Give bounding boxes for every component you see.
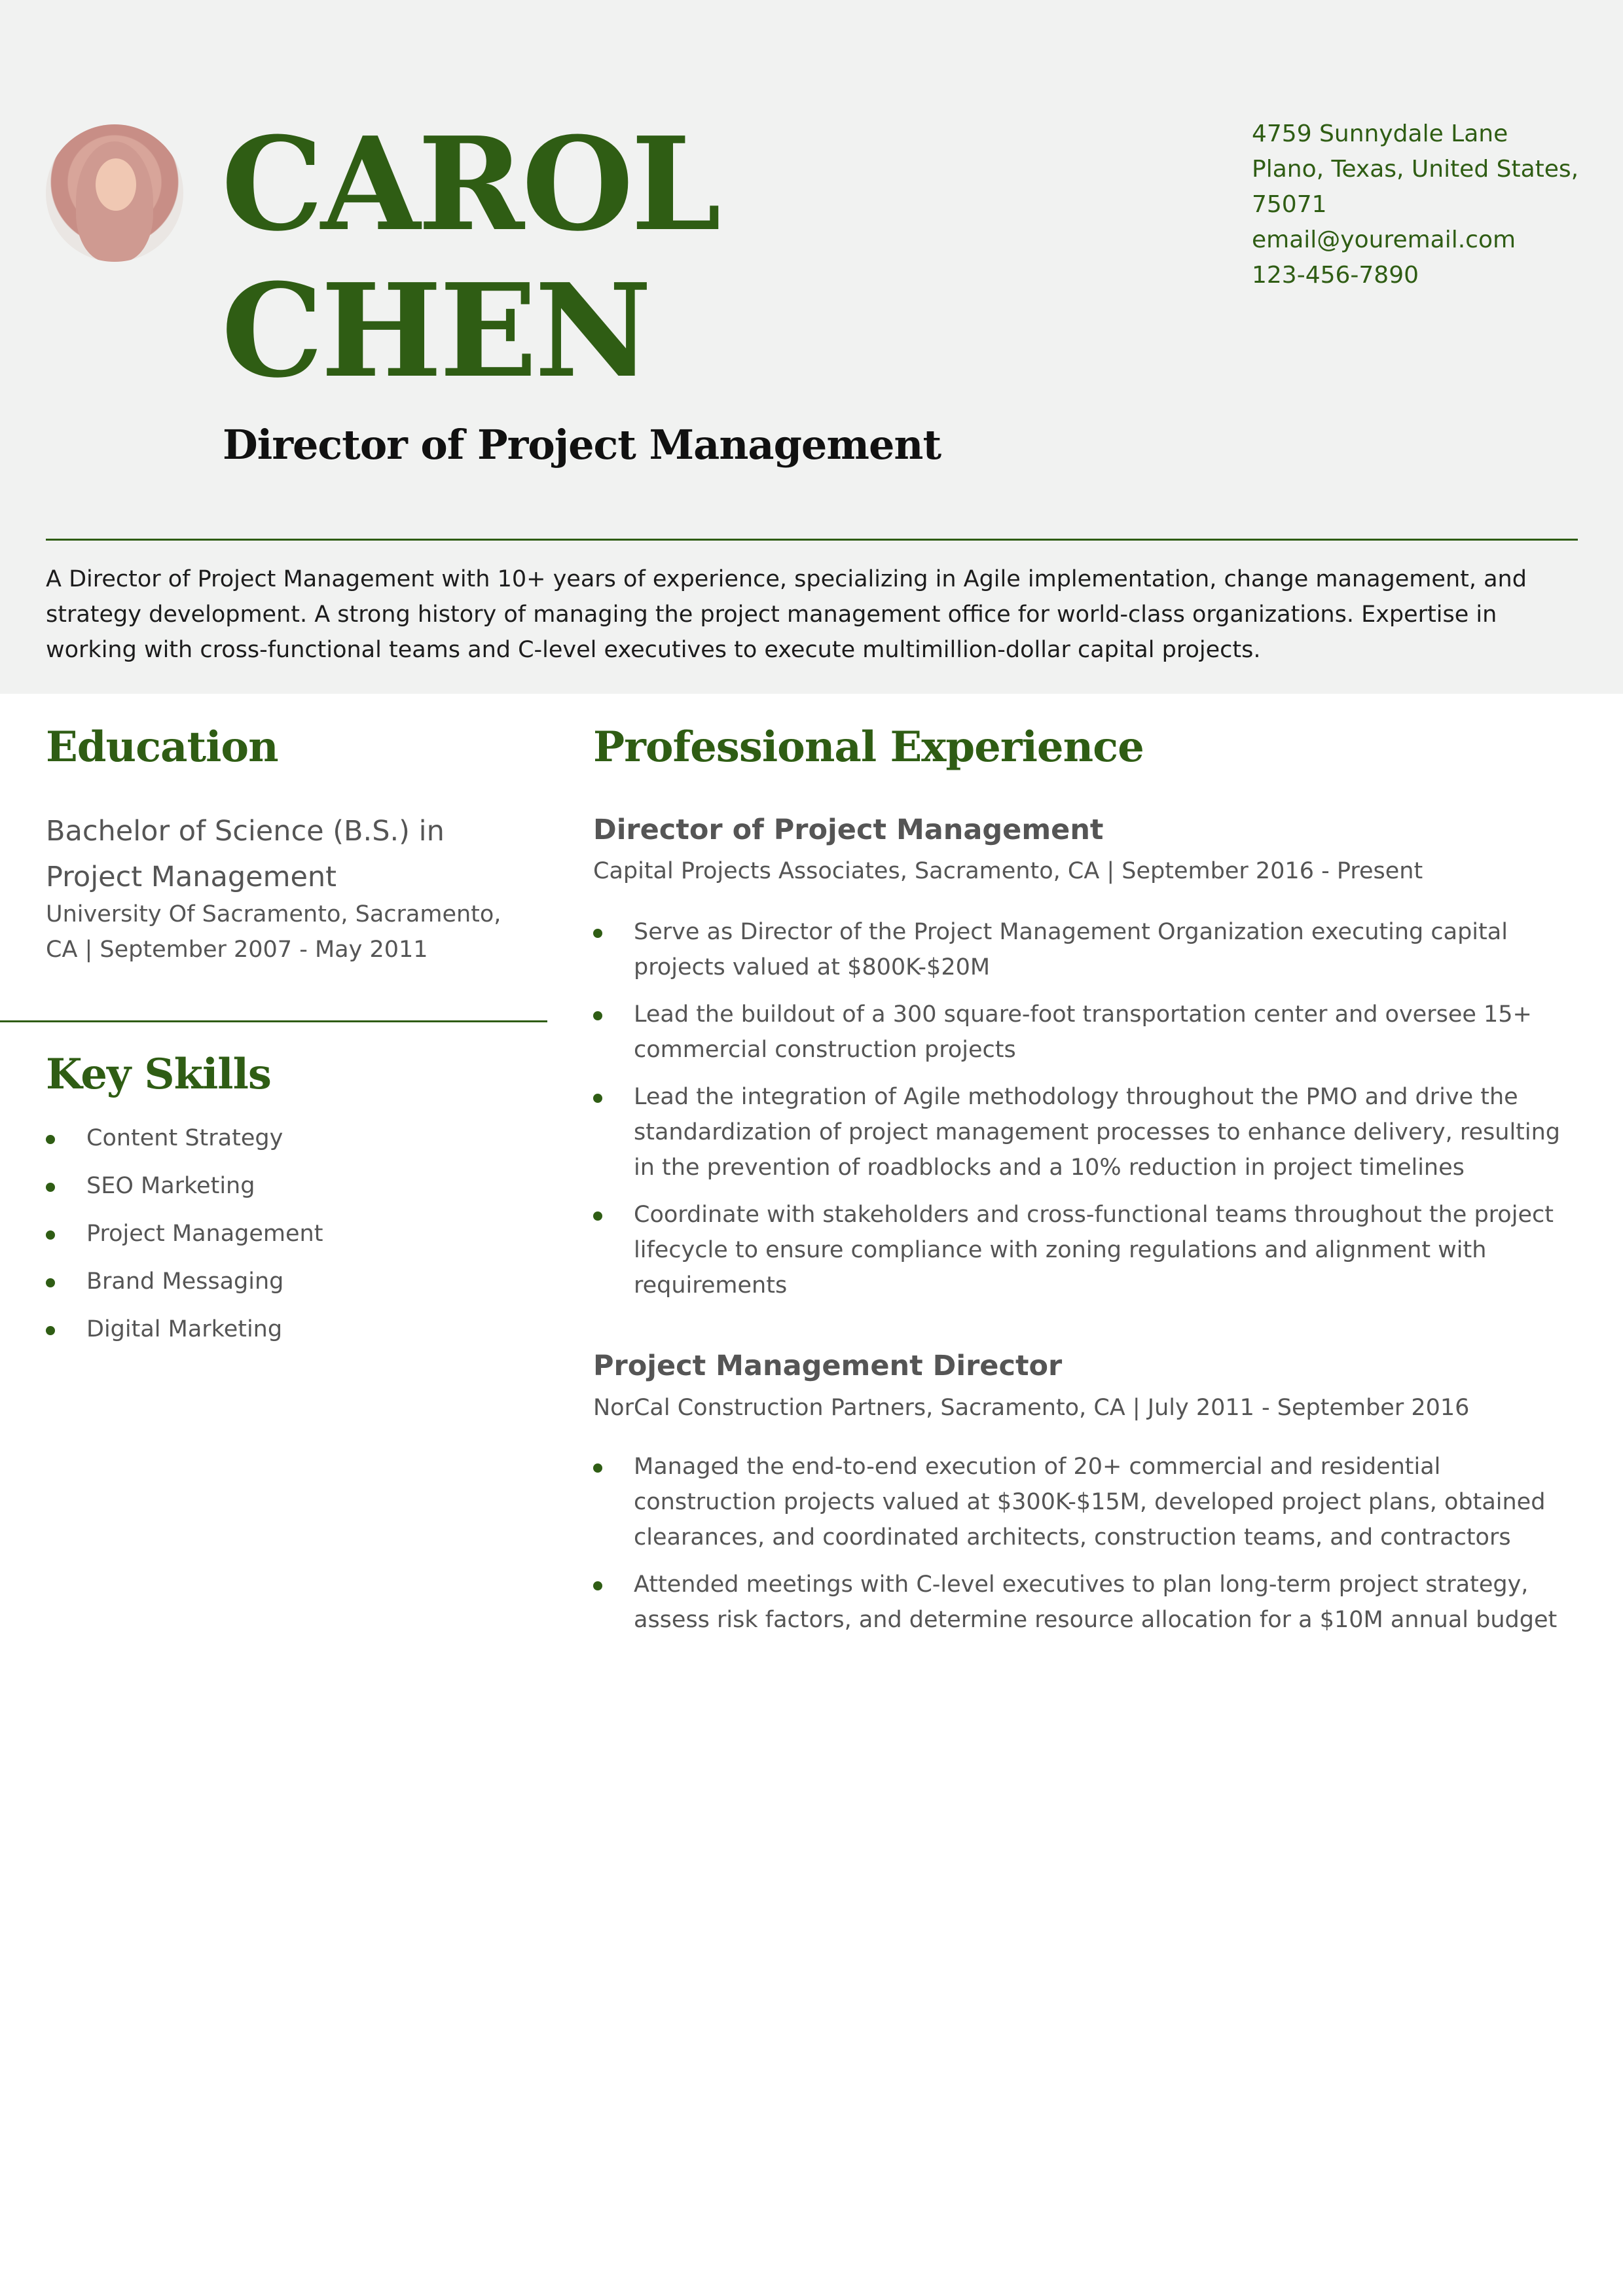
profile-photo-face <box>96 158 136 211</box>
job-meta: Capital Projects Associates, Sacramento, CA | September 2016 - Present <box>593 858 1423 884</box>
skill-item: Digital Marketing <box>46 1312 530 1347</box>
job-bullets <box>593 914 1562 1315</box>
address-line-3: 75071 <box>1252 191 1327 218</box>
candidate-name <box>221 111 719 404</box>
skill-item: SEO Marketing <box>46 1168 530 1204</box>
divider-header <box>46 539 1578 541</box>
name-first: CAROL <box>221 109 719 260</box>
job-bullet: Attended meetings with C-level executives to plan long-term project strategy, assess risk factors, and determine resource allocation for a $10M annual budget <box>593 1567 1562 1638</box>
contact-block <box>1252 117 1579 293</box>
job-bullets <box>593 1449 1562 1649</box>
name-last: CHEN <box>221 256 649 406</box>
job-bullet: Lead the integration of Agile methodology throughout the PMO and drive the standardization of project management processes to enhance delivery, resulting in the prevention of roadblocks and a 10% reduction in project timelines <box>593 1079 1562 1185</box>
job-role: Director of Project Management <box>593 814 1104 846</box>
job-title: Director of Project Management <box>223 421 941 469</box>
address-line-2: Plano, Texas, United States, <box>1252 156 1579 183</box>
address-line-1: 4759 Sunnydale Lane <box>1252 120 1508 147</box>
experience-heading: Professional Experience <box>593 723 1144 772</box>
profile-photo <box>46 124 183 262</box>
skill-item: Project Management <box>46 1216 530 1251</box>
job-bullet: Coordinate with stakeholders and cross-functional teams throughout the project lifecycle to ensure compliance with zoning regulations and alignment with requirements <box>593 1197 1562 1303</box>
profile-summary: A Director of Project Management with 10+ years of experience, specializing in Agile implementation, change management, and strategy development. A strong history of managing the project management office for world-class organizations. Expertise in working with cross-functional teams and C-level executives to execute multimillion-dollar capital projects. <box>46 566 1527 663</box>
education-school: University Of Sacramento, Sacramento, CA | September 2007 - May 2011 <box>46 901 501 963</box>
job-meta: NorCal Construction Partners, Sacramento, CA | July 2011 - September 2016 <box>593 1395 1470 1421</box>
education-degree: Bachelor of Science (B.S.) in Project Management <box>46 815 445 893</box>
job-bullet: Lead the buildout of a 300 square-foot transportation center and oversee 15+ commercial construction projects <box>593 997 1562 1067</box>
skill-item: Brand Messaging <box>46 1264 530 1299</box>
divider-left <box>0 1020 547 1022</box>
education-heading: Education <box>46 723 278 772</box>
job-bullet: Serve as Director of the Project Management Organization executing capital projects valued at $800K-$20M <box>593 914 1562 985</box>
skills-list <box>46 1121 530 1359</box>
skills-heading: Key Skills <box>46 1050 271 1099</box>
email[interactable]: email@youremail.com <box>1252 226 1516 253</box>
skill-item: Content Strategy <box>46 1121 530 1156</box>
job-bullet: Managed the end-to-end execution of 20+ commercial and residential construction projects valued at $300K-$15M, developed project plans, obtained clearances, and coordinated architects, construction teams, and contractors <box>593 1449 1562 1555</box>
job-role: Project Management Director <box>593 1350 1063 1382</box>
phone[interactable]: 123-456-7890 <box>1252 262 1419 289</box>
